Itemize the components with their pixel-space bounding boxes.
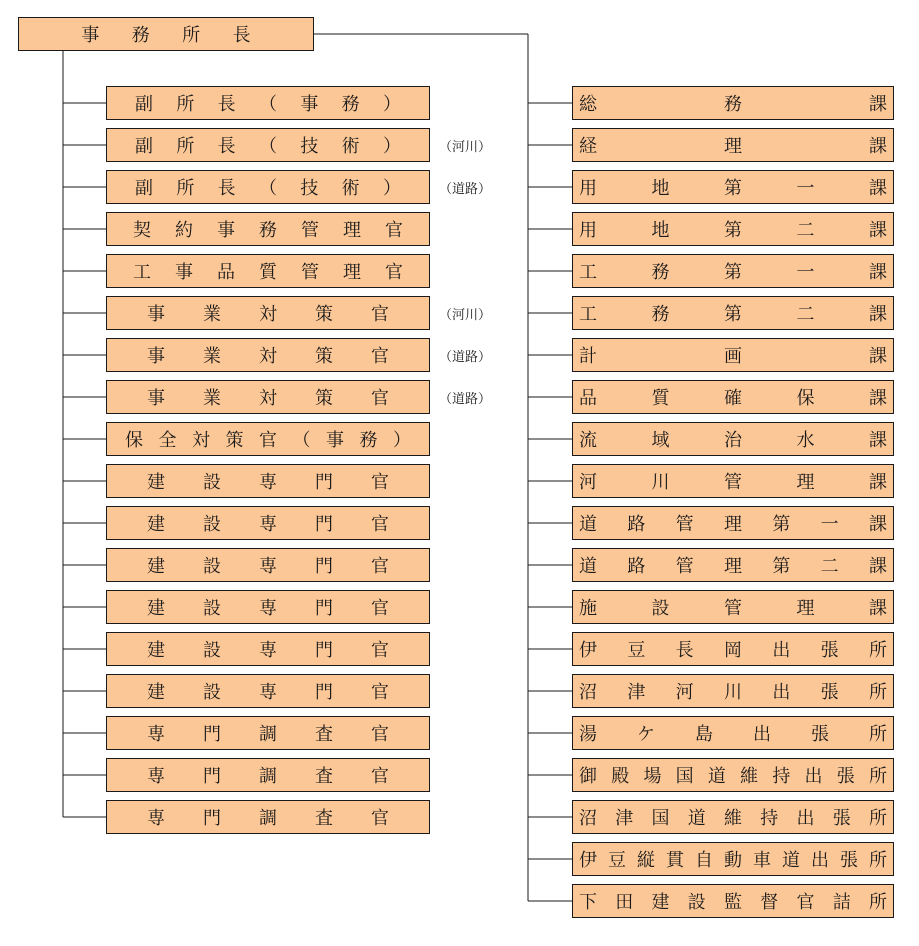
box-char: 務 — [724, 94, 742, 115]
box-char: 建 — [651, 892, 670, 913]
box-char: 沼 — [579, 682, 597, 703]
box-char: 沼 — [579, 808, 597, 829]
box-char: 画 — [724, 346, 742, 367]
box-char: 縦 — [637, 850, 655, 871]
box-char: 管 — [301, 262, 319, 283]
box-char: 理 — [723, 514, 742, 535]
box-char: 工 — [579, 262, 597, 283]
box-char: 設 — [203, 682, 221, 703]
box-char: 官 — [371, 304, 389, 325]
box-char: 第 — [724, 304, 742, 325]
box-char: 品 — [217, 262, 235, 283]
box-char: 路 — [627, 514, 646, 535]
box-char: 建 — [147, 682, 165, 703]
box-char: 出 — [772, 640, 791, 661]
box-char: 流 — [579, 430, 597, 451]
box-char: 持 — [772, 766, 791, 787]
box-char: 持 — [760, 808, 779, 829]
box-char: 対 — [192, 430, 210, 451]
box-char: 門 — [315, 640, 333, 661]
box-char: 所 — [869, 850, 887, 871]
box-char: 官 — [371, 598, 389, 619]
box-note: （道路） — [439, 349, 492, 365]
box-char: 保 — [796, 388, 815, 409]
box-char: 査 — [315, 808, 333, 829]
box-char: 事 — [175, 262, 193, 283]
box-char: 策 — [315, 388, 333, 409]
box-char: 官 — [371, 682, 389, 703]
box-char: 張 — [832, 808, 851, 829]
box-char: 河 — [675, 682, 694, 703]
box-char: 道 — [782, 850, 800, 871]
box-char: 津 — [627, 682, 646, 703]
box-char: 質 — [259, 262, 277, 283]
box-char: 二 — [796, 220, 815, 241]
box-char: 動 — [724, 850, 742, 871]
right-box — [572, 254, 894, 288]
box-char: 水 — [796, 430, 815, 451]
box-char: 課 — [869, 388, 887, 409]
right-box — [572, 800, 894, 834]
box-char: 事 — [326, 430, 344, 451]
box-char: 監 — [724, 892, 742, 913]
right-box — [572, 506, 894, 540]
box-char: 調 — [259, 808, 277, 829]
box-char: 対 — [259, 304, 277, 325]
box-char: 官 — [371, 808, 389, 829]
left-box — [106, 632, 430, 666]
box-char: 総 — [579, 94, 597, 115]
box-char: 副 — [135, 178, 153, 199]
box-char: ） — [382, 94, 401, 115]
box-char: 道 — [687, 808, 706, 829]
box-char: 維 — [740, 766, 759, 787]
right-box — [572, 716, 894, 750]
box-char: 出 — [811, 850, 829, 871]
box-char: 課 — [869, 598, 887, 619]
box-char: 豆 — [608, 850, 626, 871]
box-char: 専 — [259, 514, 277, 535]
left-box — [106, 800, 430, 834]
box-char: 契 — [133, 220, 151, 241]
left-box — [106, 674, 430, 708]
box-char: 所 — [176, 136, 195, 157]
box-char: 所 — [868, 640, 887, 661]
box-char: 官 — [371, 514, 389, 535]
box-note: （河川） — [439, 307, 492, 323]
box-char: 課 — [869, 178, 887, 199]
box-char: 門 — [203, 766, 221, 787]
box-char: （ — [292, 430, 311, 451]
box-char: 出 — [753, 724, 771, 745]
box-char: 課 — [869, 136, 887, 157]
box-char: 第 — [772, 556, 791, 577]
box-char: 務 — [651, 304, 670, 325]
box-char: 第 — [772, 514, 791, 535]
box-char: 路 — [627, 556, 646, 577]
box-char: 管 — [724, 598, 742, 619]
box-char: 一 — [796, 262, 815, 283]
box-note: （道路） — [439, 391, 492, 407]
box-char: 課 — [869, 304, 887, 325]
box-char: 第 — [724, 178, 742, 199]
right-box — [572, 128, 894, 162]
box-char: 所 — [868, 682, 887, 703]
box-char: 一 — [820, 514, 839, 535]
box-char: 一 — [796, 178, 815, 199]
left-box — [106, 170, 430, 204]
left-box — [106, 254, 430, 288]
left-box — [106, 506, 430, 540]
box-char: 課 — [868, 514, 887, 535]
box-char: 建 — [147, 472, 165, 493]
box-char: 保 — [125, 430, 143, 451]
box-char: （ — [258, 178, 277, 199]
box-char: 貫 — [666, 850, 684, 871]
box-char: 門 — [315, 556, 333, 577]
box-char: 豆 — [627, 640, 646, 661]
box-char: 河 — [579, 472, 597, 493]
box-char: 地 — [651, 178, 670, 199]
box-char: 岡 — [723, 640, 742, 661]
box-char: 対 — [259, 346, 277, 367]
box-char: 課 — [869, 430, 887, 451]
box-char: 設 — [203, 640, 221, 661]
right-box — [572, 548, 894, 582]
box-char: 所 — [869, 892, 887, 913]
box-note: （河川） — [439, 139, 492, 155]
box-char: 専 — [259, 598, 277, 619]
box-char: 副 — [135, 136, 153, 157]
box-char: （ — [258, 94, 277, 115]
box-char: 自 — [695, 850, 713, 871]
box-char: 官 — [371, 472, 389, 493]
box-char: 建 — [147, 640, 165, 661]
right-box — [572, 758, 894, 792]
box-char: 全 — [158, 430, 177, 451]
right-box — [572, 170, 894, 204]
box-char: 官 — [371, 556, 389, 577]
box-char: 建 — [147, 598, 165, 619]
box-char: ） — [382, 178, 401, 199]
right-box — [572, 296, 894, 330]
box-char: 業 — [203, 304, 221, 325]
box-char: 設 — [651, 598, 670, 619]
box-char: 門 — [315, 598, 333, 619]
box-char: 門 — [203, 808, 221, 829]
box-char: 課 — [869, 346, 887, 367]
box-char: 二 — [796, 304, 815, 325]
box-char: 事 — [147, 346, 165, 367]
box-char: 長 — [675, 640, 694, 661]
left-box — [106, 758, 430, 792]
box-char: 官 — [371, 640, 389, 661]
box-char: ） — [382, 136, 401, 157]
box-char: 建 — [147, 514, 165, 535]
box-char: 所 — [182, 25, 201, 46]
box-char: 課 — [869, 262, 887, 283]
box-char: 理 — [723, 556, 742, 577]
box-char: 官 — [385, 220, 403, 241]
right-box — [572, 674, 894, 708]
box-char: 事 — [300, 94, 319, 115]
box-char: 確 — [724, 388, 742, 409]
root-box-office-director — [18, 17, 314, 51]
box-char: 官 — [371, 346, 389, 367]
box-char: 出 — [796, 808, 815, 829]
box-char: 策 — [315, 346, 333, 367]
box-char: 長 — [232, 25, 251, 46]
right-box — [572, 884, 894, 918]
box-char: 業 — [203, 388, 221, 409]
box-char: 策 — [225, 430, 244, 451]
box-char: 場 — [643, 766, 662, 787]
box-char: 設 — [203, 514, 221, 535]
box-char: 張 — [840, 850, 858, 871]
right-box — [572, 632, 894, 666]
right-box — [572, 422, 894, 456]
box-char: 事 — [81, 25, 100, 46]
box-char: 設 — [203, 556, 221, 577]
box-char: 出 — [772, 682, 791, 703]
box-char: 国 — [651, 808, 670, 829]
left-box — [106, 716, 430, 750]
left-box — [106, 128, 430, 162]
box-char: 施 — [579, 598, 597, 619]
box-char: 道 — [579, 556, 597, 577]
box-char: 工 — [133, 262, 151, 283]
right-box — [572, 86, 894, 120]
box-char: 管 — [724, 472, 742, 493]
left-box — [106, 212, 430, 246]
box-char: 課 — [869, 94, 887, 115]
box-char: 湯 — [579, 724, 597, 745]
box-char: 門 — [315, 514, 333, 535]
box-char: 専 — [147, 724, 165, 745]
box-char: 務 — [651, 262, 670, 283]
box-char: 務 — [131, 25, 150, 46]
box-char: 下 — [579, 892, 597, 913]
box-char: 専 — [147, 808, 165, 829]
box-char: 詰 — [832, 892, 851, 913]
box-char: 技 — [300, 178, 319, 199]
box-char: 車 — [753, 850, 771, 871]
box-char: 出 — [804, 766, 823, 787]
box-char: 工 — [579, 304, 597, 325]
box-char: 理 — [343, 220, 361, 241]
box-char: 官 — [371, 724, 389, 745]
box-char: 督 — [760, 892, 779, 913]
box-char: 田 — [615, 892, 634, 913]
box-char: 地 — [651, 220, 670, 241]
box-char: 理 — [796, 598, 815, 619]
box-char: 調 — [259, 724, 277, 745]
box-char: 品 — [579, 388, 597, 409]
box-char: 道 — [579, 514, 597, 535]
left-box — [106, 338, 430, 372]
box-char: 業 — [203, 346, 221, 367]
box-char: 所 — [176, 94, 195, 115]
box-char: 国 — [675, 766, 694, 787]
box-char: ） — [393, 430, 411, 451]
box-char: 川 — [723, 682, 742, 703]
box-char: 対 — [259, 388, 277, 409]
box-char: 質 — [651, 388, 670, 409]
right-box — [572, 380, 894, 414]
box-char: 島 — [695, 724, 713, 745]
box-char: 術 — [341, 136, 360, 157]
box-char: 調 — [259, 766, 277, 787]
left-box — [106, 464, 430, 498]
box-char: 設 — [203, 472, 221, 493]
box-char: 殿 — [611, 766, 630, 787]
box-char: 理 — [724, 136, 742, 157]
box-char: 務 — [359, 430, 378, 451]
box-char: 経 — [579, 136, 597, 157]
box-char: 張 — [836, 766, 855, 787]
box-char: 官 — [371, 388, 389, 409]
box-char: 張 — [820, 640, 839, 661]
box-char: 張 — [811, 724, 829, 745]
box-char: 長 — [217, 94, 236, 115]
box-char: 管 — [675, 514, 694, 535]
box-char: 約 — [175, 220, 193, 241]
box-char: 御 — [579, 766, 597, 787]
right-box — [572, 842, 894, 876]
box-char: 課 — [869, 472, 887, 493]
box-char: 官 — [259, 430, 277, 451]
box-char: 事 — [147, 388, 165, 409]
box-char: 伊 — [579, 640, 597, 661]
box-char: 事 — [147, 304, 165, 325]
box-char: ケ — [637, 724, 655, 745]
box-char: 専 — [259, 682, 277, 703]
left-box — [106, 548, 430, 582]
box-char: 門 — [203, 724, 221, 745]
box-char: 課 — [868, 556, 887, 577]
box-char: 専 — [259, 472, 277, 493]
box-char: 専 — [259, 556, 277, 577]
left-box — [106, 590, 430, 624]
box-char: 管 — [301, 220, 319, 241]
box-char: 事 — [217, 220, 235, 241]
left-box — [106, 86, 430, 120]
box-char: 査 — [315, 766, 333, 787]
box-char: 長 — [217, 178, 236, 199]
box-char: 維 — [724, 808, 742, 829]
box-char: 所 — [869, 808, 887, 829]
right-box — [572, 464, 894, 498]
box-char: 副 — [135, 94, 153, 115]
box-char: 建 — [147, 556, 165, 577]
box-char: 域 — [651, 430, 670, 451]
right-box — [572, 590, 894, 624]
right-box — [572, 338, 894, 372]
box-char: 理 — [796, 472, 815, 493]
box-char: 務 — [259, 220, 277, 241]
box-char: 専 — [259, 640, 277, 661]
box-char: 所 — [176, 178, 195, 199]
box-char: 張 — [820, 682, 839, 703]
left-box — [106, 296, 430, 330]
box-char: 門 — [315, 472, 333, 493]
left-box — [106, 422, 430, 456]
box-char: 所 — [868, 766, 887, 787]
box-char: 治 — [724, 430, 742, 451]
box-char: 策 — [315, 304, 333, 325]
box-char: 課 — [869, 220, 887, 241]
box-char: 管 — [675, 556, 694, 577]
right-box — [572, 212, 894, 246]
box-char: 道 — [707, 766, 726, 787]
box-char: 門 — [315, 682, 333, 703]
box-char: 設 — [687, 892, 706, 913]
box-char: 第 — [724, 220, 742, 241]
box-char: 伊 — [579, 850, 597, 871]
box-char: 官 — [371, 766, 389, 787]
box-char: 用 — [579, 220, 597, 241]
box-char: 理 — [343, 262, 361, 283]
box-char: 技 — [300, 136, 319, 157]
box-char: 査 — [315, 724, 333, 745]
box-char: 二 — [820, 556, 839, 577]
box-char: 所 — [869, 724, 887, 745]
box-char: 川 — [651, 472, 670, 493]
box-char: 専 — [147, 766, 165, 787]
box-char: 第 — [724, 262, 742, 283]
box-char: 官 — [796, 892, 815, 913]
box-char: 設 — [203, 598, 221, 619]
box-char: （ — [258, 136, 277, 157]
left-box — [106, 380, 430, 414]
box-char: 津 — [615, 808, 634, 829]
box-char: 用 — [579, 178, 597, 199]
box-char: 官 — [385, 262, 403, 283]
box-char: 計 — [579, 346, 597, 367]
box-char: 術 — [341, 178, 360, 199]
box-char: 務 — [341, 94, 360, 115]
box-note: （道路） — [439, 181, 492, 197]
box-char: 長 — [217, 136, 236, 157]
